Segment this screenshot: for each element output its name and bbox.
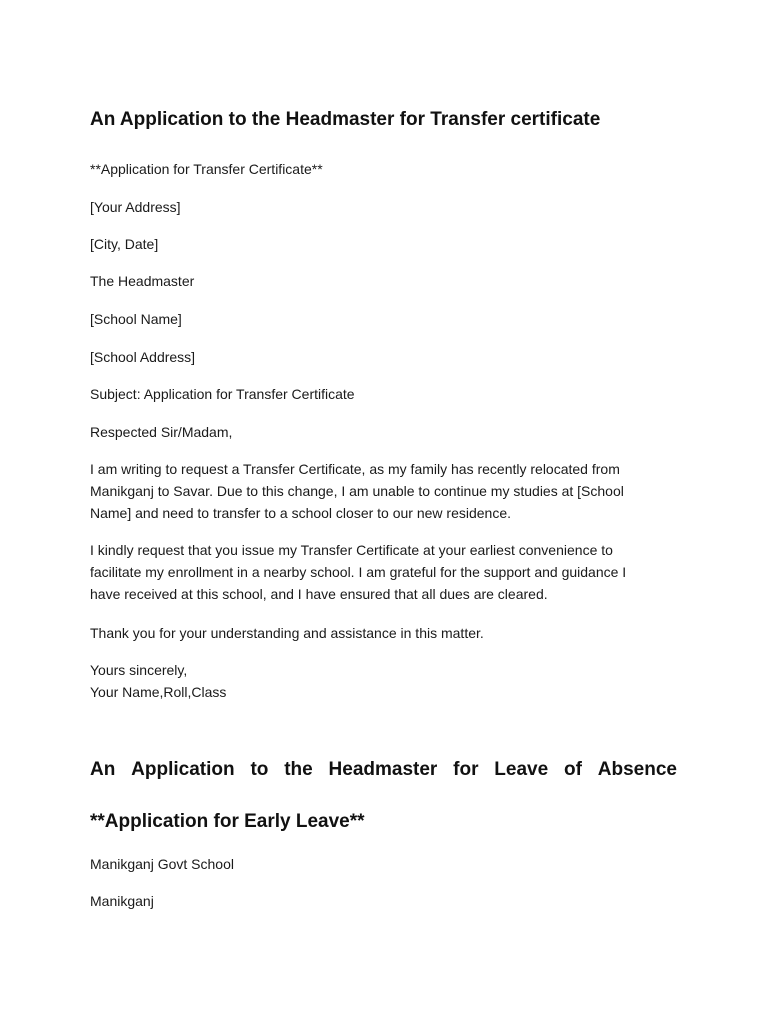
thank-you-line: Thank you for your understanding and assistance in this matter. <box>90 625 484 641</box>
body-paragraph-1 <box>90 458 680 524</box>
city-date: [City, Date] <box>90 236 159 252</box>
heading-word: Absence <box>597 759 677 780</box>
leave-of-absence-heading <box>90 757 677 783</box>
body-paragraph-1-line: Manikganj to Savar. Due to this change, I am unable to continue my studies at [School <box>90 483 624 499</box>
place-line: Manikganj <box>90 893 154 909</box>
school-address: [School Address] <box>90 349 196 365</box>
body-paragraph-2-line: I kindly request that you issue my Transfer Certificate at your earliest convenience to <box>90 542 613 558</box>
body-paragraph-1-line: I am writing to request a Transfer Certificate, as my family has recently relocated from <box>90 461 620 477</box>
heading-word: Leave <box>494 759 549 780</box>
body-paragraph-2-line: facilitate my enrollment in a nearby school. I am grateful for the support and guidance I <box>90 564 627 580</box>
sender-address: [Your Address] <box>90 199 181 215</box>
closing-line: Yours sincerely, <box>90 662 188 678</box>
early-leave-subtitle: **Application for Early Leave** <box>90 811 365 832</box>
school-name: [School Name] <box>90 311 182 327</box>
heading-word: the <box>284 759 313 780</box>
heading-word: An <box>90 759 116 780</box>
recipient-title: The Headmaster <box>90 273 195 289</box>
heading-word: for <box>453 759 479 780</box>
subject-line: Subject: Application for Transfer Certificate <box>90 386 355 402</box>
salutation: Respected Sir/Madam, <box>90 424 233 440</box>
heading-word: Application <box>131 759 235 780</box>
transfer-certificate-heading: An Application to the Headmaster for Transfer certificate <box>90 109 601 130</box>
signature-line: Your Name,Roll,Class <box>90 684 227 700</box>
heading-word: to <box>250 759 269 780</box>
school-name-line: Manikganj Govt School <box>90 856 234 872</box>
transfer-application-subtitle: **Application for Transfer Certificate** <box>90 161 323 177</box>
body-paragraph-2 <box>90 539 680 605</box>
heading-word: Headmaster <box>328 759 438 780</box>
body-paragraph-2-line: have received at this school, and I have ensured that all dues are cleared. <box>90 586 548 602</box>
heading-word: of <box>564 759 582 780</box>
body-paragraph-1-line: Name] and need to transfer to a school closer to our new residence. <box>90 505 512 521</box>
